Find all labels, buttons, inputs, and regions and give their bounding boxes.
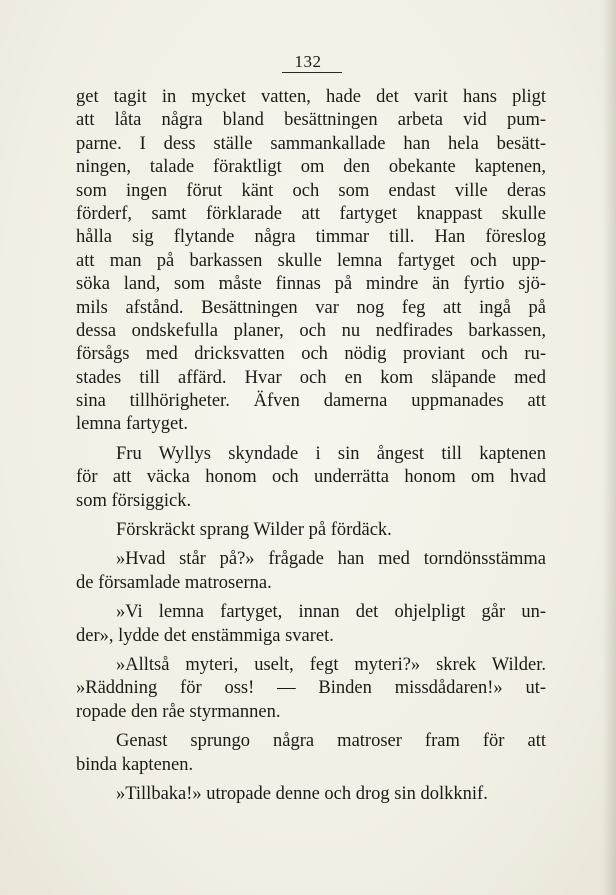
text-line: »Räddning för oss! — Binden missdådaren!» ut- xyxy=(76,678,546,699)
paragraph xyxy=(76,86,546,437)
text-line: parne. I dess ställe sammankallade han hela besätt- xyxy=(76,133,546,154)
text-line: ropade den råe styrmannen. xyxy=(76,701,281,722)
text-line: som försiggick. xyxy=(76,490,192,511)
text-line: försågs med dricksvatten och nödig proviant och ru- xyxy=(76,344,546,365)
text-line: som ingen förut känt och som endast ville deras xyxy=(76,180,546,201)
page-number-rule xyxy=(282,72,342,73)
text-line: der», lydde det enstämmiga svaret. xyxy=(76,625,334,646)
text-line: för att väcka honom och underrätta honom om hvad xyxy=(76,467,546,488)
page-number: 132 xyxy=(294,52,322,71)
text-line: stades till affärd. Hvar och en kom släpande med xyxy=(76,367,546,388)
text-line: »Hvad står på?» frågade han med torndönsstämma xyxy=(116,549,546,570)
text-line: Genast sprungo några matroser fram för att xyxy=(116,731,546,752)
text-line: förderf, samt förklarade att fartyget knappast skulle xyxy=(76,203,546,224)
paragraph xyxy=(76,783,546,806)
text-line: get tagit in mycket vatten, hade det varit hans pligt xyxy=(76,87,546,107)
text-line: ningen, talade föraktligt om den obekante kaptenen, xyxy=(76,157,546,178)
text-line: »Tillbaka!» utropade denne och drog sin dolkknif. xyxy=(116,783,488,804)
text-line: Fru Wyllys skyndade i sin ångest till kaptenen xyxy=(116,443,546,464)
text-line: Förskräckt sprang Wilder på fördäck. xyxy=(116,520,392,541)
text-line: sina tillhörigheter. Äfven damerna uppmanades att xyxy=(76,391,546,412)
page-edge-shadow xyxy=(602,0,616,895)
text-line: binda kaptenen. xyxy=(76,754,194,775)
text-line: »Alltså myteri, uselt, fegt myteri?» skrek Wilder. xyxy=(116,654,546,675)
body-text xyxy=(76,86,546,806)
paragraph xyxy=(76,730,546,777)
paragraph xyxy=(76,443,546,513)
text-line: de församlade matroserna. xyxy=(76,572,272,593)
paragraph xyxy=(76,601,546,648)
paragraph xyxy=(76,548,546,595)
text-line: lemna fartyget. xyxy=(76,414,188,435)
text-line: »Vi lemna fartyget, innan det ohjelpligt går un- xyxy=(116,602,546,623)
text-line: söka land, som måste finnas på mindre än fyrtio sjö- xyxy=(76,274,546,295)
paragraph xyxy=(76,519,546,542)
paragraph xyxy=(76,654,546,724)
text-line: att låta några bland besättningen arbeta vid pum- xyxy=(76,110,546,131)
text-line: mils afstånd. Besättningen var nog feg att ingå på xyxy=(76,297,546,318)
text-line: att man på barkassen skulle lemna fartyget och upp- xyxy=(76,250,546,271)
text-line: dessa ondskefulla planer, och nu nedfirades barkassen, xyxy=(76,320,546,341)
text-line: hålla sig flytande några timmar till. Han föreslog xyxy=(76,227,546,248)
